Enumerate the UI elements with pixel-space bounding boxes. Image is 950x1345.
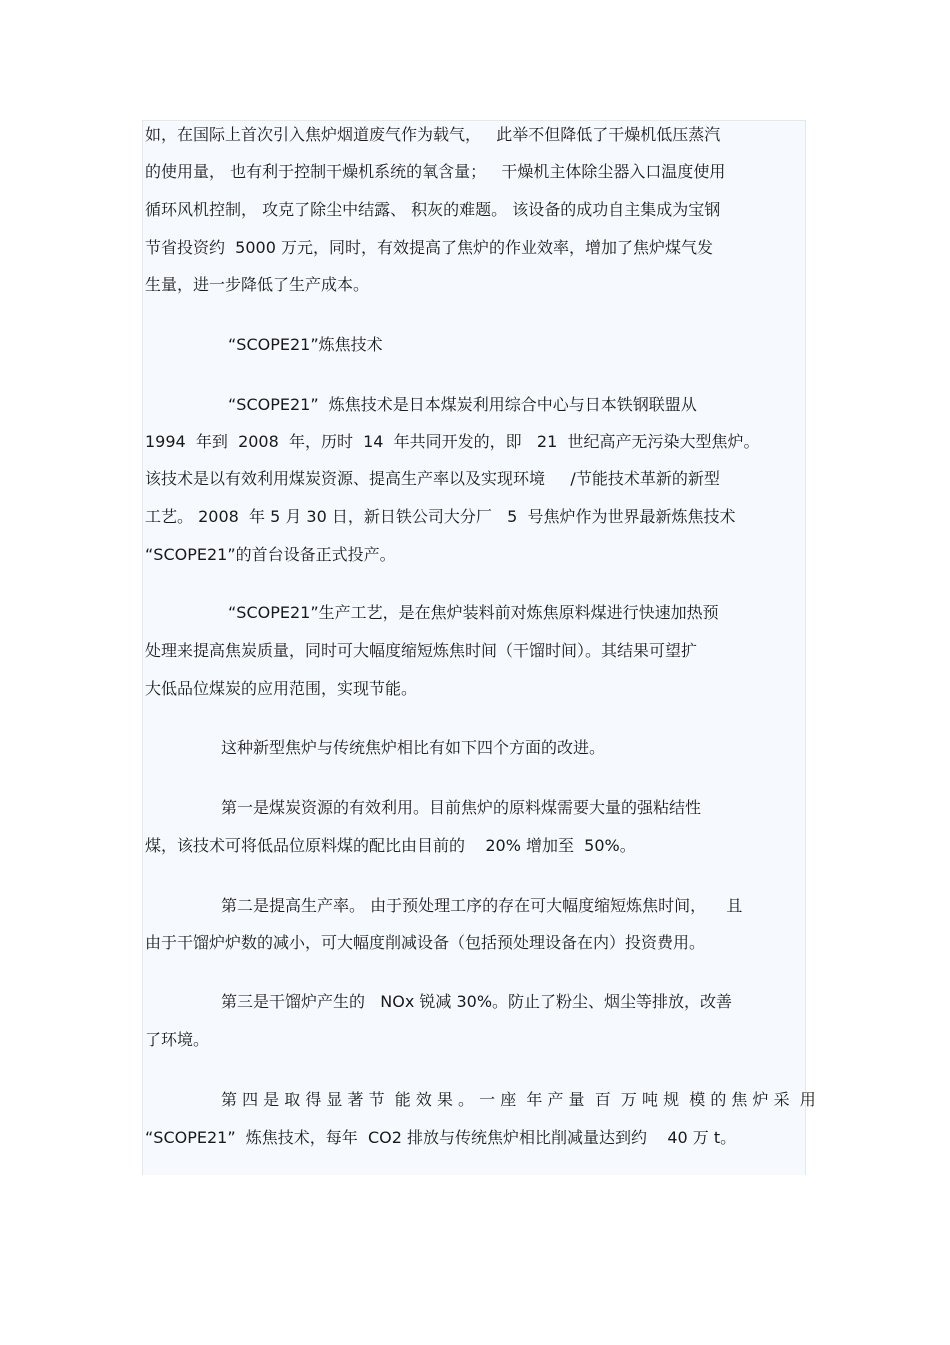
text-line: 如，在国际上首次引入焦炉烟道废气作为载气， 此举不但降低了干燥机低压蒸汽 (145, 125, 721, 144)
text-line: 这种新型焦炉与传统焦炉相比有如下四个方面的改进。 (221, 738, 606, 757)
text-line: 由于干馏炉炉数的减小，可大幅度削减设备（包括预处理设备在内）投资费用。 (145, 933, 706, 952)
text-line: 的使用量， 也有利于控制干燥机系统的氧含量； 干燥机主体除尘器入口温度使用 (145, 162, 726, 181)
text-line: 大低品位煤炭的应用范围，实现节能。 (145, 679, 418, 698)
text-line: 第三是干馏炉产生的 NOx 锐减 30%。防止了粉尘、烟尘等排放，改善 (221, 992, 733, 1011)
text-line: 第一是煤炭资源的有效利用。目前焦炉的原料煤需要大量的强粘结性 (221, 798, 702, 817)
text-line: 第 四 是 取 得 显 著 节 能 效 果 。 一 座 年 产 量 百 万 吨 规 模 的 焦 炉 采 用 (221, 1090, 816, 1109)
text-line: “SCOPE21” 炼焦技术是日本煤炭利用综合中心与日本铁钢联盟从 (228, 395, 697, 414)
text-line: “SCOPE21”生产工艺，是在焦炉装料前对炼焦原料煤进行快速加热预 (228, 603, 719, 622)
text-line: 1994 年到 2008 年，历时 14 年共同开发的，即 21 世纪高产无污染大型焦炉。 (145, 432, 760, 451)
text-line: 第二是提高生产率。 由于预处理工序的存在可大幅度缩短炼焦时间， 且 (221, 896, 743, 915)
text-line: 节省投资约 5000 万元，同时，有效提高了焦炉的作业效率，增加了焦炉煤气发 (145, 238, 713, 257)
text-line: 煤，该技术可将低品位原料煤的配比由目前的 20% 增加至 50%。 (145, 836, 636, 855)
text-line: 该技术是以有效利用煤炭资源、提高生产率以及实现环境 /节能技术革新的新型 (145, 469, 720, 488)
text-line: 循环风机控制， 攻克了除尘中结露、 积灰的难题。 该设备的成功自主集成为宝钢 (145, 200, 721, 219)
text-line: “SCOPE21” 炼焦技术，每年 CO2 排放与传统焦炉相比削减量达到约 40 万 t。 (145, 1128, 737, 1147)
text-line: “SCOPE21”的首台设备正式投产。 (145, 545, 396, 564)
text-line: 工艺。 2008 年 5 月 30 日，新日铁公司大分厂 5 号焦炉作为世界最新炼焦技术 (145, 507, 736, 526)
text-line: 处理来提高焦炭质量，同时可大幅度缩短炼焦时间（干馏时间）。其结果可望扩 (145, 641, 698, 660)
text-line: 了环境。 (145, 1030, 210, 1049)
text-line: 生量，进一步降低了生产成本。 (145, 275, 370, 294)
section-heading: “SCOPE21”炼焦技术 (228, 335, 383, 354)
